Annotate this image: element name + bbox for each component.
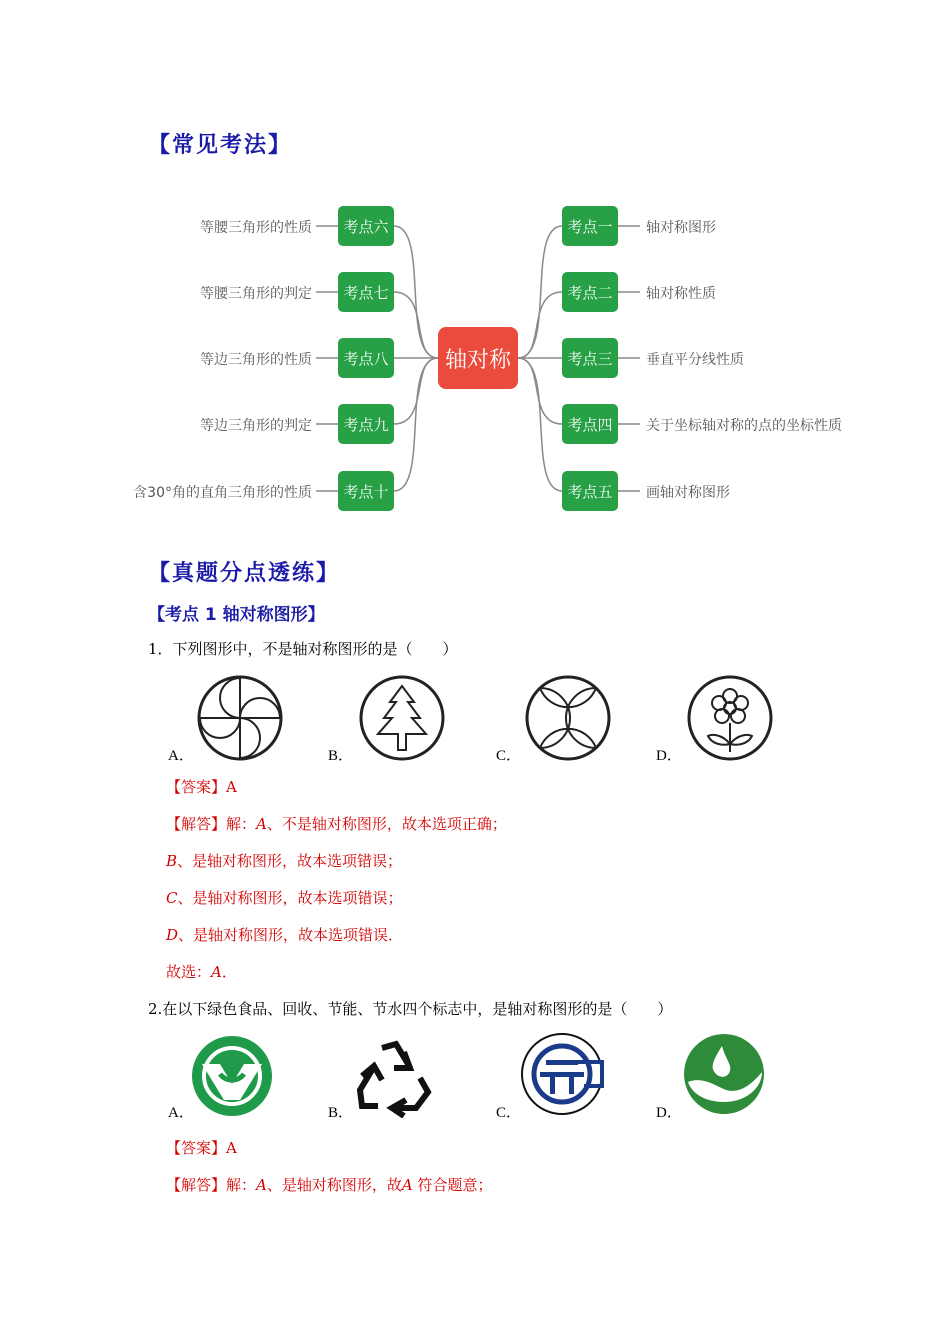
flower-circle-icon [686,674,774,766]
recycle-icon [352,1034,436,1122]
kaodian-title: 【考点 1 轴对称图形】 [148,605,325,625]
mindmap-label: 轴对称图形 [646,220,716,236]
analysis-2-line-a [166,1174,493,1195]
option-c-label: C． [496,748,522,764]
analysis-text: 符合题意； [412,1176,493,1194]
mindmap-label: 画轴对称图形 [646,485,730,501]
mindmap-node-kaodian4: 考点四 [562,404,618,444]
mindmap-center-node: 轴对称 [438,327,518,389]
pine-tree-circle-icon [358,674,446,766]
conclusion-1 [166,961,237,982]
green-food-logo-icon [190,1034,274,1122]
analysis-prefix: 【解答】解： [166,1176,257,1194]
option-letter: D [166,926,179,944]
answer-1: 【答案】A [166,778,237,796]
mindmap-label: 等边三角形的判定 [200,418,312,434]
mindmap-node-kaodian5: 考点五 [562,471,618,511]
analysis-1-line-b [166,850,402,871]
analysis-prefix: 【解答】解： [166,815,257,833]
analysis-text: 、是轴对称图形，故本选项错误． [178,926,404,944]
option-letter: B [166,852,178,870]
option-letter: A [401,1176,413,1194]
answer-2: 【答案】A [166,1139,237,1157]
question-2-stem: 2.在以下绿色食品、回收、节能、节水四个标志中，是轴对称图形的是（ ） [148,1000,673,1018]
analysis-1-line-a [166,813,507,834]
question-1-stem: 1．下列图形中，不是轴对称图形的是（ ） [148,640,458,658]
option-letter: A [256,815,267,833]
conclusion-prefix: 故选： [166,963,212,981]
mindmap-node-kaodian9: 考点九 [338,404,394,444]
option-c-label: C． [496,1105,522,1121]
mindmap-label: 等腰三角形的性质 [200,220,312,236]
option-b-label: B． [328,1105,354,1121]
option-letter: A [256,1176,267,1194]
analysis-text: 、是轴对称图形，故 [266,1176,402,1194]
analysis-1-line-c [166,887,403,908]
analysis-text: 、不是轴对称图形，故本选项正确； [266,815,507,833]
mindmap-node-kaodian7: 考点七 [338,272,394,312]
energy-saving-logo-icon [520,1032,604,1120]
conclusion-suffix: ． [221,963,237,981]
analysis-text: 、是轴对称图形，故本选项错误； [177,852,403,870]
mindmap-label: 含30°角的直角三角形的性质 [133,485,312,501]
mindmap-label: 等边三角形的性质 [200,352,312,368]
option-letter: C [166,889,178,907]
option-d-label: D． [656,1105,682,1121]
pinwheel-circle-icon [196,674,284,766]
mindmap-node-kaodian2: 考点二 [562,272,618,312]
option-a-label: A． [168,1105,194,1121]
mindmap-label: 轴对称性质 [646,286,716,302]
mindmap-label: 关于坐标轴对称的点的坐标性质 [646,418,842,434]
option-b-label: B． [328,748,354,764]
mindmap-node-kaodian8: 考点八 [338,338,394,378]
section-heading-common-methods: 【常见考法】 [148,133,293,158]
mindmap-node-kaodian3: 考点三 [562,338,618,378]
mindmap-node-kaodian6: 考点六 [338,206,394,246]
water-saving-logo-icon [682,1032,766,1120]
arcs-circle-icon [524,674,612,766]
mindmap-node-kaodian1: 考点一 [562,206,618,246]
mindmap-label: 等腰三角形的判定 [200,286,312,302]
option-letter: A [211,963,222,981]
section-heading-exercises: 【真题分点透练】 [148,561,341,586]
analysis-text: 、是轴对称图形，故本选项错误； [177,889,403,907]
option-d-label: D． [656,748,682,764]
analysis-1-line-d [166,924,403,945]
mindmap-node-kaodian10: 考点十 [338,471,394,511]
option-a-label: A． [168,748,194,764]
mindmap-label: 垂直平分线性质 [646,352,744,368]
mindmap-connectors [0,0,950,560]
mindmap [0,0,950,560]
